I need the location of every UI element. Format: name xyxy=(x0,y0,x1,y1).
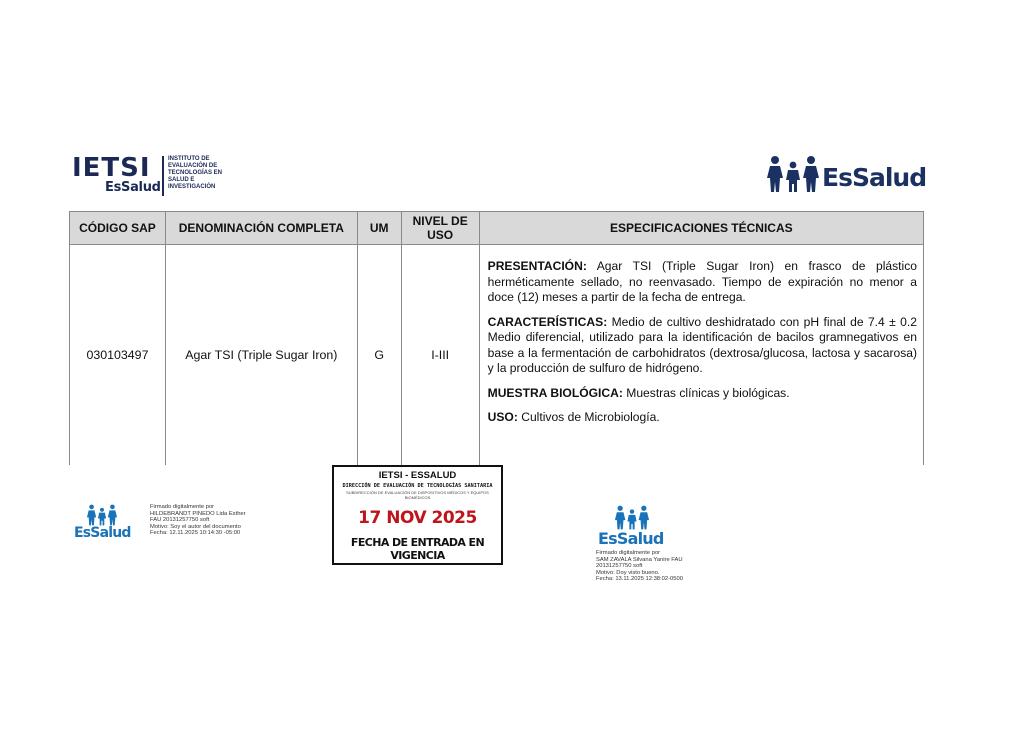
ietsi-divider xyxy=(162,156,164,196)
col-nivel-uso: NIVEL DE USO xyxy=(401,212,479,245)
signature-right-text: Firmado digitalmente por SAM ZAVALA Silvana Yanire FAU 20131257750 soft Motivo: Doy visto bueno. Fecha: 13.11.2025 12:38:02-0500 xyxy=(596,550,683,583)
table-row xyxy=(70,245,924,466)
signature-left-brand: EsSalud xyxy=(74,525,131,541)
spec-presentacion: PRESENTACIÓN: Agar TSI (Triple Sugar Iron) en frasco de plástico herméticamente sellado, no reenvasado. Tiempo de expiración no menor a doce (12) meses a partir de la fecha de entrega. xyxy=(487,259,917,304)
signature-right-brand: EsSalud xyxy=(598,529,664,548)
col-um: UM xyxy=(357,212,401,245)
family-icon xyxy=(766,155,820,193)
ietsi-acronym: IETSI xyxy=(72,153,151,183)
family-icon xyxy=(86,504,118,526)
essalud-brand: EsSalud xyxy=(822,163,927,192)
validity-stamp xyxy=(332,465,503,565)
stamp-subtitle-2: SUBDIRECCIÓN DE EVALUACIÓN DE DISPOSITIVOS MÉDICOS Y EQUIPOS BIOMÉDICOS xyxy=(346,490,489,500)
ietsi-brand: EsSalud xyxy=(105,180,161,195)
col-especificaciones: ESPECIFICACIONES TÉCNICAS xyxy=(479,212,923,245)
cell-nivel-uso: I-III xyxy=(401,245,479,466)
signature-left-text: Firmado digitalmente por HILDEBRANDT PINEDO Lida Esther FAU 20131257750 soft Motivo: Soy el autor del documento Fecha: 12.11.2025 10:14:30 -05:00 xyxy=(150,504,246,537)
essalud-logo xyxy=(766,155,926,195)
cell-especificaciones xyxy=(479,245,923,466)
col-denominacion: DENOMINACIÓN COMPLETA xyxy=(165,212,357,245)
stamp-subtitle: DIRECCIÓN DE EVALUACIÓN DE TECNOLOGÍAS SANITARIA xyxy=(342,483,493,489)
stamp-date: 17 NOV 2025 xyxy=(358,508,477,528)
stamp-label: FECHA DE ENTRADA EN VIGENCIA xyxy=(350,536,485,562)
spec-uso: USO: Cultivos de Microbiología. xyxy=(487,410,660,424)
col-codigo-sap: CÓDIGO SAP xyxy=(70,212,166,245)
family-icon xyxy=(614,505,650,530)
spec-caracteristicas: CARACTERÍSTICAS: Medio de cultivo deshidratado con pH final de 7.4 ± 0.2 Medio diferencial, utilizado para la identificación de bacilos gramnegativos en base a la fermentación de carbohidratos (dextrosa/glucosa, lactosa y sacarosa) y la producción de sulfuro de hidrógeno. xyxy=(487,314,917,375)
ietsi-description: INSTITUTO DE EVALUACIÓN DE TECNOLOGÍAS EN SALUD E INVESTIGACIÓN xyxy=(168,156,223,190)
cell-denominacion: Agar TSI (Triple Sugar Iron) xyxy=(165,245,357,466)
cell-codigo-sap: 030103497 xyxy=(70,245,166,466)
spec-muestra-biologica: MUESTRA BIOLÓGICA: Muestras clínicas y biológicas. xyxy=(487,385,790,400)
stamp-title: IETSI - ESSALUD xyxy=(378,470,457,481)
signature-left-logo xyxy=(74,504,132,544)
ietsi-logo xyxy=(72,154,232,198)
table-header-row xyxy=(70,212,924,245)
spec-table xyxy=(69,211,924,465)
signature-right-logo xyxy=(598,505,668,553)
cell-um: G xyxy=(357,245,401,466)
